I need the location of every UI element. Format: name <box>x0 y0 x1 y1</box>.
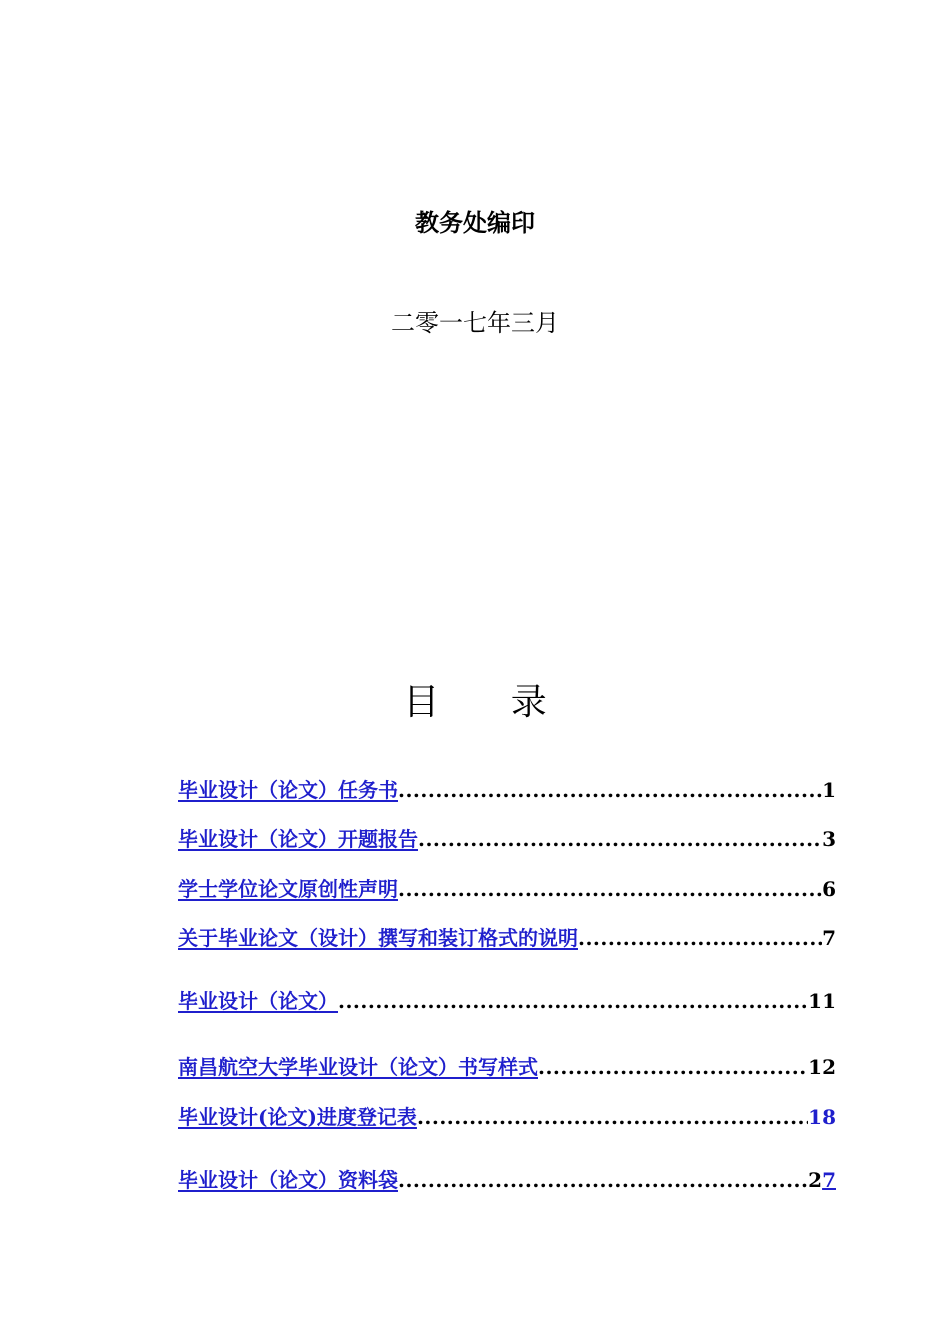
toc-entry-page-prefix: 2 <box>808 1168 823 1192</box>
toc-entry-label[interactable]: 学士学位论文原创性声明 <box>178 877 398 901</box>
toc-leader-dots <box>578 924 822 952</box>
toc-leader-dots <box>398 875 822 903</box>
toc-leader-dots <box>418 825 822 853</box>
toc-entry-page <box>808 1166 836 1194</box>
toc-entry-page: 1 <box>822 778 836 802</box>
toc-entry-page: 3 <box>822 827 836 851</box>
toc-entry-page-suffix[interactable]: 7 <box>822 1168 836 1192</box>
toc-leader-dots <box>538 1053 808 1081</box>
toc-entry[interactable] <box>178 873 836 903</box>
toc-leader-dots <box>417 1103 808 1131</box>
toc-entry[interactable] <box>178 922 836 952</box>
toc-entry-page[interactable]: 18 <box>808 1105 836 1129</box>
toc-entry-page: 11 <box>808 989 836 1013</box>
toc-entry-page: 12 <box>808 1055 836 1079</box>
toc-entry-label[interactable]: 毕业设计（论文）资料袋 <box>178 1168 398 1192</box>
cover-date: 二零一七年三月 <box>391 309 559 337</box>
cover-publisher: 教务处编印 <box>415 208 535 237</box>
toc-entry[interactable] <box>178 823 836 853</box>
toc-leader-dots <box>338 987 808 1015</box>
toc-entry[interactable] <box>178 1164 836 1194</box>
toc-leader-dots <box>398 1166 808 1194</box>
toc-entry-label[interactable]: 毕业设计（论文） <box>178 989 338 1013</box>
toc-entry-label[interactable]: 毕业设计（论文）开题报告 <box>178 827 418 851</box>
toc-entry[interactable] <box>178 1051 836 1081</box>
toc-entry-label[interactable]: 南昌航空大学毕业设计（论文）书写样式 <box>178 1055 538 1079</box>
toc-entry[interactable] <box>178 774 836 804</box>
toc-entry[interactable] <box>178 1101 836 1131</box>
toc-entry-page: 7 <box>822 926 836 950</box>
toc-entry[interactable] <box>178 985 836 1015</box>
toc-entry-label[interactable]: 毕业设计（论文）任务书 <box>178 778 398 802</box>
toc-title: 目 录 <box>403 682 577 723</box>
toc-leader-dots <box>398 776 822 804</box>
toc-entry-label[interactable]: 毕业设计(论文)进度登记表 <box>178 1105 417 1129</box>
toc-entry-label[interactable]: 关于毕业论文（设计）撰写和装订格式的说明 <box>178 926 578 950</box>
toc-entry-page: 6 <box>822 877 836 901</box>
